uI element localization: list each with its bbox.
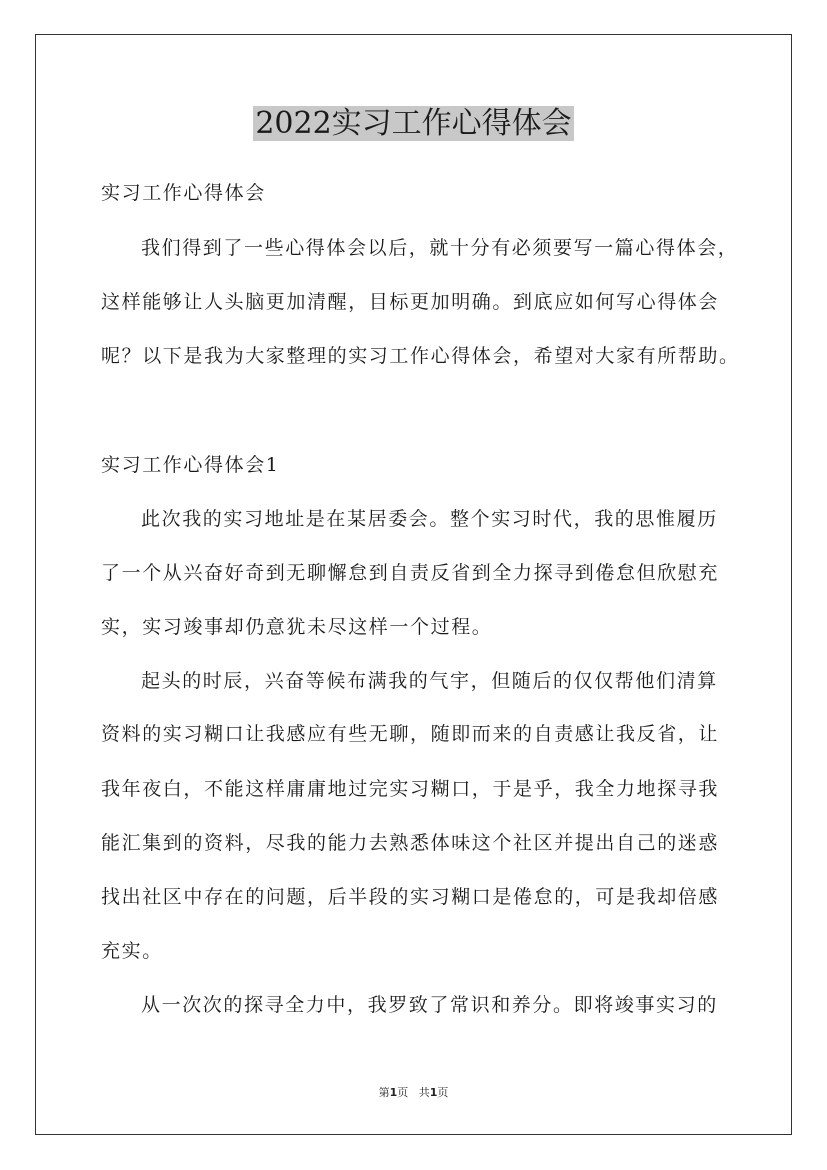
paragraph-line: 了一个从兴奋好奇到无聊懈怠到自责反省到全力探寻到倦怠但欣慰充 [101,562,720,584]
paragraph-line: 充实。 [101,940,163,962]
paragraph-line: 找出社区中存在的问题，后半段的实习糊口是倦怠的，可是我却倍感 [101,886,720,908]
page-mid: 页 共 [397,1086,430,1099]
page-number: 1 [389,1086,398,1099]
page-total: 1 [429,1086,438,1099]
paragraph-line: 实，实习竣事却仍意犹未尽这样一个过程。 [101,616,493,638]
paragraph-line: 资料的实习糊口让我感应有些无聊，随即而来的自责感让我反省，让 [101,723,720,745]
section-heading: 实习工作心得体会1 [101,454,280,476]
paragraph-line: 我们得到了一些心得体会以后，就十分有必须要写一篇心得体会， [141,237,739,259]
paragraph-line: 起头的时辰，兴奋等候布满我的气宇，但随后的仅仅帮他们清算 [141,670,718,692]
paragraph-line: 呢？以下是我为大家整理的实习工作心得体会，希望对大家有所帮助。 [101,345,740,367]
paragraph-line: 此次我的实习地址是在某居委会。整个实习时代，我的思惟履历 [141,508,718,530]
paragraph-line: 从一次次的探寻全力中，我罗致了常识和养分。即将竣事实习的 [141,994,718,1016]
paragraph-line: 这样能够让人头脑更加清醒，目标更加明确。到底应如何写心得体会 [101,291,720,313]
paragraph-line: 能汇集到的资料，尽我的能力去熟悉体味这个社区并提出自己的迷惑 [101,832,720,854]
page-suffix: 页 [437,1086,449,1099]
document-title: 2022实习工作心得体会 [255,106,572,141]
page-footer [0,1084,827,1100]
section-heading: 实习工作心得体会 [101,182,266,204]
page-prefix: 第 [378,1086,390,1099]
paragraph-line: 我年夜白，不能这样庸庸地过完实习糊口，于是乎，我全力地探寻我 [101,778,720,800]
